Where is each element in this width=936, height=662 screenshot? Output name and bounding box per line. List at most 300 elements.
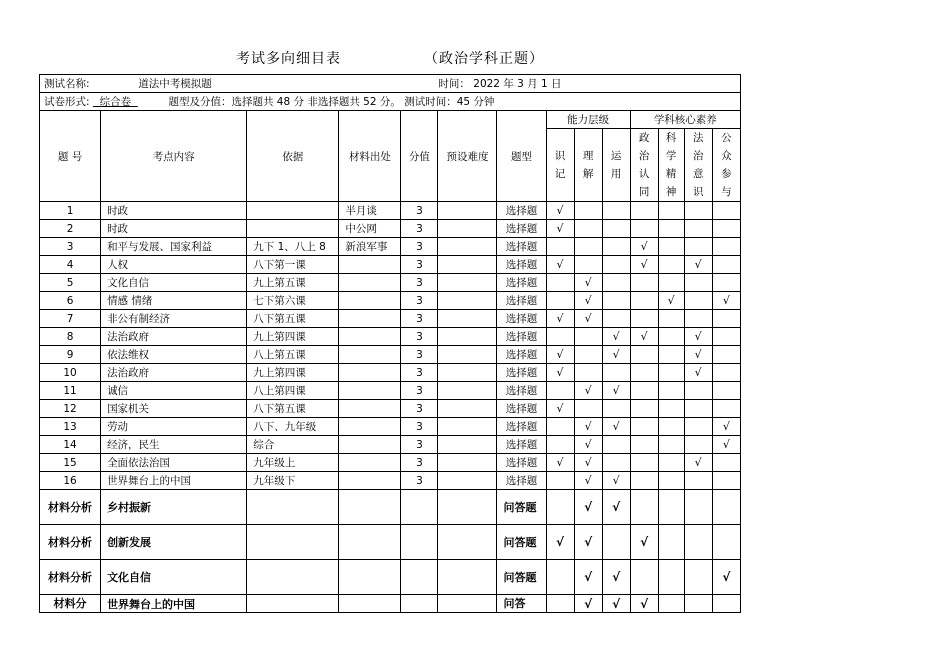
check-mark-cell (712, 274, 740, 292)
row-basis: 八下第一课 (247, 256, 339, 274)
row-difficulty (438, 418, 497, 436)
check-mark-cell (630, 364, 658, 382)
check-mark-cell (602, 202, 630, 220)
row-score: 3 (401, 202, 438, 220)
row-source (339, 328, 401, 346)
check-mark-cell (546, 382, 574, 400)
header-score: 分值 (401, 111, 438, 202)
row-score: 3 (401, 472, 438, 490)
header-topic: 考点内容 (101, 111, 247, 202)
check-mark-cell (684, 472, 712, 490)
table-row (40, 382, 741, 400)
check-mark-cell (574, 256, 602, 274)
row-basis: 八上第五课 (247, 346, 339, 364)
row-topic: 法治政府 (101, 364, 247, 382)
row-source (339, 292, 401, 310)
row-score: 3 (401, 220, 438, 238)
check-mark-cell: √ (630, 525, 658, 560)
check-mark-cell (574, 364, 602, 382)
essay-row (40, 490, 741, 525)
check-mark-cell (684, 220, 712, 238)
check-mark-cell: √ (574, 595, 602, 613)
table-row (40, 238, 741, 256)
check-mark-cell (630, 436, 658, 454)
check-mark-cell (712, 220, 740, 238)
row-topic: 文化自信 (101, 274, 247, 292)
table-row (40, 274, 741, 292)
header-source: 材料出处 (339, 111, 401, 202)
check-mark-cell (630, 310, 658, 328)
check-mark-cell (712, 490, 740, 525)
row-score: 3 (401, 256, 438, 274)
essay-difficulty (438, 595, 497, 613)
check-mark-cell (658, 560, 684, 595)
row-topic: 国家机关 (101, 400, 247, 418)
row-no: 14 (40, 436, 101, 454)
header-basis: 依据 (247, 111, 339, 202)
check-mark-cell: √ (546, 310, 574, 328)
header-core-3 (712, 129, 740, 202)
row-no: 2 (40, 220, 101, 238)
row-difficulty (438, 400, 497, 418)
row-topic: 全面依法治国 (101, 454, 247, 472)
check-mark-cell (602, 238, 630, 256)
header-no: 题 号 (40, 111, 101, 202)
check-mark-cell: √ (602, 595, 630, 613)
row-difficulty (438, 292, 497, 310)
row-topic: 非公有制经济 (101, 310, 247, 328)
check-mark-cell (712, 364, 740, 382)
row-topic: 劳动 (101, 418, 247, 436)
row-source (339, 472, 401, 490)
check-mark-cell: √ (684, 328, 712, 346)
row-basis: 九上第四课 (247, 328, 339, 346)
table-row (40, 256, 741, 274)
row-source (339, 382, 401, 400)
check-mark-cell (712, 256, 740, 274)
exam-date: 2022 年 3 月 1 日 (473, 78, 562, 90)
row-difficulty (438, 328, 497, 346)
check-mark-cell (684, 202, 712, 220)
time-label: 时间： (438, 78, 470, 90)
check-mark-cell (712, 472, 740, 490)
check-mark-cell (602, 256, 630, 274)
check-mark-cell: √ (712, 560, 740, 595)
essay-topic: 文化自信 (101, 560, 247, 595)
check-mark-cell: √ (712, 292, 740, 310)
essay-no: 材料分 (40, 595, 101, 613)
check-mark-cell: √ (546, 202, 574, 220)
check-mark-cell (630, 274, 658, 292)
row-basis (247, 220, 339, 238)
row-difficulty (438, 454, 497, 472)
check-mark-cell (684, 560, 712, 595)
header-ability-2 (602, 129, 630, 202)
check-mark-cell (658, 346, 684, 364)
row-no: 15 (40, 454, 101, 472)
check-mark-cell (630, 418, 658, 436)
paper-form: 综合卷 (99, 96, 132, 108)
check-mark-cell (712, 525, 740, 560)
row-basis: 七下第六课 (247, 292, 339, 310)
essay-score (401, 490, 438, 525)
header-core-0 (630, 129, 658, 202)
check-mark-cell (658, 202, 684, 220)
check-mark-cell: √ (546, 364, 574, 382)
check-mark-cell (546, 292, 574, 310)
table-row (40, 400, 741, 418)
check-mark-cell (658, 310, 684, 328)
check-mark-cell (630, 202, 658, 220)
essay-row (40, 560, 741, 595)
check-mark-cell (684, 595, 712, 613)
row-basis: 九上第五课 (247, 274, 339, 292)
row-type: 选择题 (497, 328, 546, 346)
row-type: 选择题 (497, 454, 546, 472)
check-mark-cell (630, 454, 658, 472)
row-type: 选择题 (497, 436, 546, 454)
row-no: 6 (40, 292, 101, 310)
header-difficulty: 预设难度 (438, 111, 497, 202)
check-mark-cell (546, 490, 574, 525)
check-mark-cell: √ (630, 328, 658, 346)
table-row (40, 364, 741, 382)
row-difficulty (438, 346, 497, 364)
check-mark-cell (574, 220, 602, 238)
row-basis: 九上第四课 (247, 364, 339, 382)
row-difficulty (438, 238, 497, 256)
check-mark-cell (658, 454, 684, 472)
check-mark-cell (658, 400, 684, 418)
row-topic: 时政 (101, 220, 247, 238)
check-mark-cell (658, 256, 684, 274)
check-mark-cell: √ (574, 472, 602, 490)
check-mark-cell (546, 595, 574, 613)
check-mark-cell: √ (684, 346, 712, 364)
check-mark-cell (602, 525, 630, 560)
row-no: 9 (40, 346, 101, 364)
check-mark-cell (712, 238, 740, 256)
check-mark-cell: √ (574, 382, 602, 400)
check-mark-cell: √ (630, 595, 658, 613)
row-score: 3 (401, 364, 438, 382)
check-mark-cell (712, 346, 740, 364)
check-mark-cell (684, 418, 712, 436)
row-type: 选择题 (497, 292, 546, 310)
essay-source (339, 525, 401, 560)
check-mark-cell (684, 400, 712, 418)
check-mark-cell: √ (546, 220, 574, 238)
header-ability-label: 运用 (610, 150, 622, 180)
header-core-1 (658, 129, 684, 202)
check-mark-cell (546, 238, 574, 256)
essay-basis (247, 525, 339, 560)
check-mark-cell: √ (684, 364, 712, 382)
header-ability-1 (574, 129, 602, 202)
row-no: 1 (40, 202, 101, 220)
check-mark-cell: √ (684, 454, 712, 472)
row-score: 3 (401, 310, 438, 328)
check-mark-cell (712, 310, 740, 328)
row-difficulty (438, 274, 497, 292)
row-score: 3 (401, 238, 438, 256)
check-mark-cell (658, 490, 684, 525)
row-source (339, 400, 401, 418)
row-source: 半月谈 (339, 202, 401, 220)
check-mark-cell (658, 472, 684, 490)
table-row (40, 454, 741, 472)
check-mark-cell: √ (574, 560, 602, 595)
score-info: 题型及分值：选择题共 48 分 非选择题共 52 分。 测试时间：45 分钟 (168, 96, 495, 108)
check-mark-cell (712, 454, 740, 472)
row-topic: 依法维权 (101, 346, 247, 364)
check-mark-cell: √ (658, 292, 684, 310)
check-mark-cell: √ (712, 418, 740, 436)
essay-source (339, 560, 401, 595)
table-row (40, 202, 741, 220)
check-mark-cell (658, 418, 684, 436)
header-core-label: 政治认同 (638, 132, 650, 198)
check-mark-cell (630, 400, 658, 418)
row-source (339, 274, 401, 292)
detail-table (39, 74, 741, 613)
check-mark-cell (658, 220, 684, 238)
check-mark-cell (630, 560, 658, 595)
check-mark-cell (712, 202, 740, 220)
row-source (339, 364, 401, 382)
check-mark-cell (630, 220, 658, 238)
check-mark-cell (658, 436, 684, 454)
row-difficulty (438, 310, 497, 328)
check-mark-cell (658, 364, 684, 382)
title-main: 考试多向细目表 (236, 51, 341, 67)
page-title (0, 48, 936, 68)
row-no: 8 (40, 328, 101, 346)
row-basis: 八下第五课 (247, 400, 339, 418)
row-basis (247, 202, 339, 220)
check-mark-cell (658, 238, 684, 256)
row-type: 选择题 (497, 238, 546, 256)
check-mark-cell (574, 202, 602, 220)
header-core-label: 公众参与 (721, 132, 732, 198)
row-score: 3 (401, 274, 438, 292)
row-basis: 九年级上 (247, 454, 339, 472)
header-row-1 (40, 111, 741, 129)
table-row (40, 418, 741, 436)
row-basis: 八下、九年级 (247, 418, 339, 436)
check-mark-cell (712, 382, 740, 400)
row-type: 选择题 (497, 256, 546, 274)
header-type: 题型 (497, 111, 546, 202)
row-type: 选择题 (497, 472, 546, 490)
row-difficulty (438, 220, 497, 238)
essay-basis (247, 560, 339, 595)
essay-basis (247, 595, 339, 613)
check-mark-cell (602, 274, 630, 292)
check-mark-cell (658, 595, 684, 613)
check-mark-cell: √ (546, 454, 574, 472)
row-source (339, 436, 401, 454)
header-ability-0 (546, 129, 574, 202)
row-no: 5 (40, 274, 101, 292)
check-mark-cell (574, 346, 602, 364)
table-row (40, 436, 741, 454)
essay-basis (247, 490, 339, 525)
essay-row (40, 595, 741, 613)
check-mark-cell: √ (684, 256, 712, 274)
row-no: 4 (40, 256, 101, 274)
row-score: 3 (401, 418, 438, 436)
check-mark-cell: √ (574, 490, 602, 525)
essay-difficulty (438, 490, 497, 525)
essay-type: 问答题 (497, 560, 546, 595)
row-source: 新浪军事 (339, 238, 401, 256)
check-mark-cell: √ (630, 256, 658, 274)
row-topic: 和平与发展、国家利益 (101, 238, 247, 256)
check-mark-cell (602, 220, 630, 238)
check-mark-cell (574, 328, 602, 346)
row-source (339, 454, 401, 472)
check-mark-cell (684, 525, 712, 560)
check-mark-cell: √ (630, 238, 658, 256)
row-topic: 诚信 (101, 382, 247, 400)
check-mark-cell (684, 238, 712, 256)
check-mark-cell (630, 292, 658, 310)
row-score: 3 (401, 382, 438, 400)
essay-source (339, 490, 401, 525)
essay-topic: 世界舞台上的中国 (101, 595, 247, 613)
check-mark-cell (684, 436, 712, 454)
header-core-label: 科学精神 (665, 132, 677, 198)
check-mark-cell: √ (546, 400, 574, 418)
row-source (339, 310, 401, 328)
check-mark-cell: √ (574, 525, 602, 560)
check-mark-cell: √ (602, 490, 630, 525)
check-mark-cell (684, 310, 712, 328)
table-row (40, 346, 741, 364)
check-mark-cell (658, 525, 684, 560)
row-type: 选择题 (497, 418, 546, 436)
check-mark-cell (546, 560, 574, 595)
row-type: 选择题 (497, 274, 546, 292)
row-basis: 八上第四课 (247, 382, 339, 400)
header-core-label: 法治意识 (692, 132, 704, 198)
check-mark-cell (684, 382, 712, 400)
exam-info-cell (40, 75, 741, 93)
row-difficulty (438, 382, 497, 400)
check-mark-cell (630, 490, 658, 525)
row-no: 13 (40, 418, 101, 436)
check-mark-cell (712, 328, 740, 346)
check-mark-cell: √ (712, 436, 740, 454)
header-ability-label: 识记 (554, 150, 566, 180)
check-mark-cell (684, 292, 712, 310)
row-score: 3 (401, 328, 438, 346)
table-row (40, 292, 741, 310)
check-mark-cell (546, 472, 574, 490)
row-source: 中公网 (339, 220, 401, 238)
essay-source (339, 595, 401, 613)
check-mark-cell: √ (546, 256, 574, 274)
row-topic: 人权 (101, 256, 247, 274)
row-no: 7 (40, 310, 101, 328)
check-mark-cell (630, 382, 658, 400)
check-mark-cell (602, 400, 630, 418)
row-score: 3 (401, 454, 438, 472)
row-topic: 世界舞台上的中国 (101, 472, 247, 490)
info-row-form (40, 93, 741, 111)
row-source (339, 418, 401, 436)
row-difficulty (438, 202, 497, 220)
row-difficulty (438, 436, 497, 454)
check-mark-cell: √ (602, 346, 630, 364)
check-mark-cell: √ (602, 560, 630, 595)
title-subtitle: （政治学科正题） (424, 51, 544, 67)
check-mark-cell (630, 472, 658, 490)
check-mark-cell (658, 274, 684, 292)
check-mark-cell: √ (574, 454, 602, 472)
check-mark-cell: √ (546, 525, 574, 560)
check-mark-cell: √ (574, 274, 602, 292)
row-basis: 九下 1、八上 8 (247, 238, 339, 256)
check-mark-cell (712, 400, 740, 418)
table-row (40, 472, 741, 490)
exam-name-label: 测试名称: (44, 78, 90, 90)
check-mark-cell (712, 595, 740, 613)
row-topic: 时政 (101, 202, 247, 220)
check-mark-cell (630, 346, 658, 364)
row-topic: 情感 情绪 (101, 292, 247, 310)
check-mark-cell: √ (602, 472, 630, 490)
row-difficulty (438, 472, 497, 490)
row-source (339, 346, 401, 364)
row-score: 3 (401, 292, 438, 310)
check-mark-cell (684, 490, 712, 525)
check-mark-cell (546, 418, 574, 436)
row-type: 选择题 (497, 220, 546, 238)
exam-name: 道法中考模拟题 (138, 78, 212, 90)
row-type: 选择题 (497, 382, 546, 400)
essay-row (40, 525, 741, 560)
essay-topic: 创新发展 (101, 525, 247, 560)
check-mark-cell: √ (602, 328, 630, 346)
check-mark-cell: √ (546, 346, 574, 364)
check-mark-cell (574, 238, 602, 256)
row-topic: 经济，民生 (101, 436, 247, 454)
table-row (40, 220, 741, 238)
check-mark-cell: √ (574, 418, 602, 436)
essay-no: 材料分析 (40, 490, 101, 525)
check-mark-cell (658, 328, 684, 346)
row-type: 选择题 (497, 310, 546, 328)
check-mark-cell: √ (574, 436, 602, 454)
check-mark-cell (546, 328, 574, 346)
essay-no: 材料分析 (40, 525, 101, 560)
header-core: 学科核心素养 (630, 111, 740, 129)
header-core-2 (684, 129, 712, 202)
essay-score (401, 525, 438, 560)
row-difficulty (438, 364, 497, 382)
info-row-exam (40, 75, 741, 93)
essay-type: 问答题 (497, 490, 546, 525)
row-type: 选择题 (497, 346, 546, 364)
paper-form-cell (40, 93, 741, 111)
row-score: 3 (401, 436, 438, 454)
check-mark-cell (602, 310, 630, 328)
check-mark-cell (574, 400, 602, 418)
check-mark-cell (546, 274, 574, 292)
essay-topic: 乡村振新 (101, 490, 247, 525)
